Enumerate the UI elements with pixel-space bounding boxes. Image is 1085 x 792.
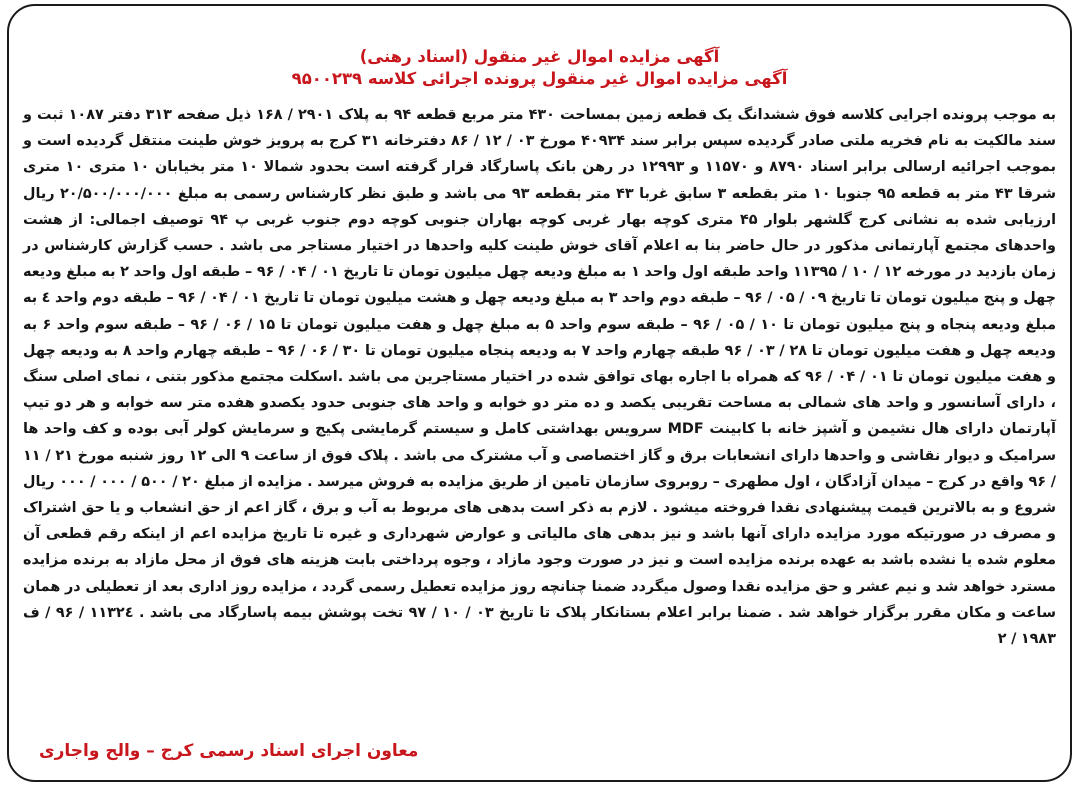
notice-header	[9, 46, 1070, 90]
notice-signature: معاون اجرای اسناد رسمی کرج – والح واجاری	[39, 741, 419, 761]
notice-title-primary: آگهی مزایده اموال غیر منقول (اسناد رهنی)	[359, 47, 720, 66]
notice-frame	[7, 4, 1072, 782]
notice-body: به موجب پرونده اجرایی کلاسه فوق ششدانگ یک قطعه زمین بمساحت ۴۳۰ متر مربع قطعه ۹۴ به پلاک ۲۹۰۱ / ۱۶۸ ذیل صفحه ۳۱۳ دفتر ۱۰۸۷ ثبت و سند مالکیت به نام فخریه ملتی صادر گردیده سپس برابر سند ۴۰۹۳۴ مورخ ۰۳ / ۱۲ / ۸۶ دفترخانه ۳۱ کرج به پرویز خوش طینت منتقل گردیده است و بموجب اجرائیه ارسالی برابر اسناد ۸۷۹۰ و ۱۱۵۷۰ و ۱۲۹۹۳ در رهن بانک پاسارگاد قرار گرفته است بحدود شمالا ۱۰ متر بخیابان ۱۰ متری ۱۰ متری شرقا ۴۳ متر به قطعه ۹۵ جنوبا ۱۰ متر بقطعه ۳ سابق غربا ۴۳ متر بقطعه ۹۳ می باشد و طبق نظر کارشناس رسمی به مبلغ ۲۰/۵۰۰/۰۰۰/۰۰۰ ریال ارزیابی شده به نشانی کرج گلشهر بلوار ۴۵ متری کوچه بهار غربی کوچه بهاران جنوبی کوچه دوم جنوب غربی پ ۹۴ توصیف اجمالی: از هشت واحدهای مجتمع آپارتمانی مذکور در حال حاضر بنا به اعلام آقای خوش طینت کلیه واحدها در اختیار مستاجر می باشد . حسب گزارش کارشناس در زمان بازدید در مورخه ۱۲ / ۱۰ / ۱۱۳۹۵ واحد طبقه اول واحد ۱ به مبلغ ودیعه چهل میلیون تومان تا تاریخ ۰۱ / ۰۴ / ۹۶ – طبقه اول واحد ۲ به مبلغ ودیعه چهل و پنج میلیون تومان تا تاریخ ۰۹ / ۰۵ / ۹۶ – طبقه دوم واحد ۳ به مبلغ ودیعه چهل و هشت میلیون تومان تا تاریخ ۰۱ / ۰۴ / ۹۶ – طبقه دوم واحد ٤ به مبلغ ودیعه پنجاه و پنج میلیون تومان تا ۱۰ / ۰۵ / ۹۶ – طبقه سوم واحد ۵ به مبلغ چهل و هفت میلیون تومان تا ۱۵ / ۰۶ / ۹۶ – طبقه سوم واحد ۶ به ودیعه چهل و هفت میلیون تومان تا ۲۸ / ۰۳ / ۹۶ طبقه چهارم واحد ۷ به ودیعه پنجاه میلیون تومان تا ۳۰ / ۰۶ / ۹۶ – طبقه چهارم واحد ۸ به ودیعه چهل و هفت میلیون تومان تا ۰۱ / ۰۴ / ۹۶ که همراه با اجاره بهای توافق شده در اختیار مستاجرین می باشد .اسکلت مجتمع مذکور بتنی ، نمای اصلی سنگ ، دارای آسانسور و واحد های شمالی به مساحت تقریبی یکصد و ده متر دو خوابه و واحد های جنوبی حدود یکصدو هفده متر سه خوابه و هر دو تیپ آپارتمان دارای هال نشیمن و آشپز خانه با کابینت MDF سرویس بهداشتی کامل و سیستم گرمایشی پکیج و سرمایش کولر آبی بوده و کف واحد ها سرامیک و دیوار نقاشی و واحدها دارای انشعابات برق و گاز اختصاصی و آب مشترک می باشد . پلاک فوق از ساعت ۹ الی ۱۲ روز شنبه مورخ ۲۱ / ۱۱ / ۹۶ واقع در کرج – میدان آزادگان ، اول مطهری – روبروی سازمان تامین از طریق مزایده به فروش میرسد . مزایده از مبلغ ۲۰ / ۵۰۰ / ۰۰۰ / ۰۰۰ ریال شروع و به بالاترین قیمت پیشنهادی نقدا فروخته میشود . لازم به ذکر است بدهی های مربوط به آب و برق ، گاز اعم از حق انشعاب و یا حق اشتراک و مصرف در صورتیکه مورد مزایده دارای آنها باشد و نیز بدهی های مالیاتی و عوارض شهرداری و غیره تا تاریخ مزایده اعم از اینکه رقم قطعی آن معلوم شده یا نشده باشد به عهده برنده مزایده است و نیز در صورت وجود مازاد ، وجوه پرداختی بابت هزینه های فوق از محل مازاد به برنده مزایده مسترد خواهد شد و نیم عشر و حق مزایده نقدا وصول میگردد ضمنا چنانچه روز مزایده تعطیل رسمی گردد ، مزایده روز اداری بعد از تعطیلی در همان ساعت و مکان مقرر برگزار خواهد شد . ضمنا برابر اعلام بستانکار پلاک تا تاریخ ۰۳ / ۱۰ / ۹۷ تخت پوشش بیمه پاسارگاد می باشد . ۱۱۳۲٤ / ۹۶ / ف ۱۹۸۳ / ۲	[23, 107, 1057, 648]
notice-title-secondary: آگهی مزایده اموال غیر منقول پرونده اجرائی کلاسه ۹۵۰۰۲۳۹	[291, 69, 788, 88]
